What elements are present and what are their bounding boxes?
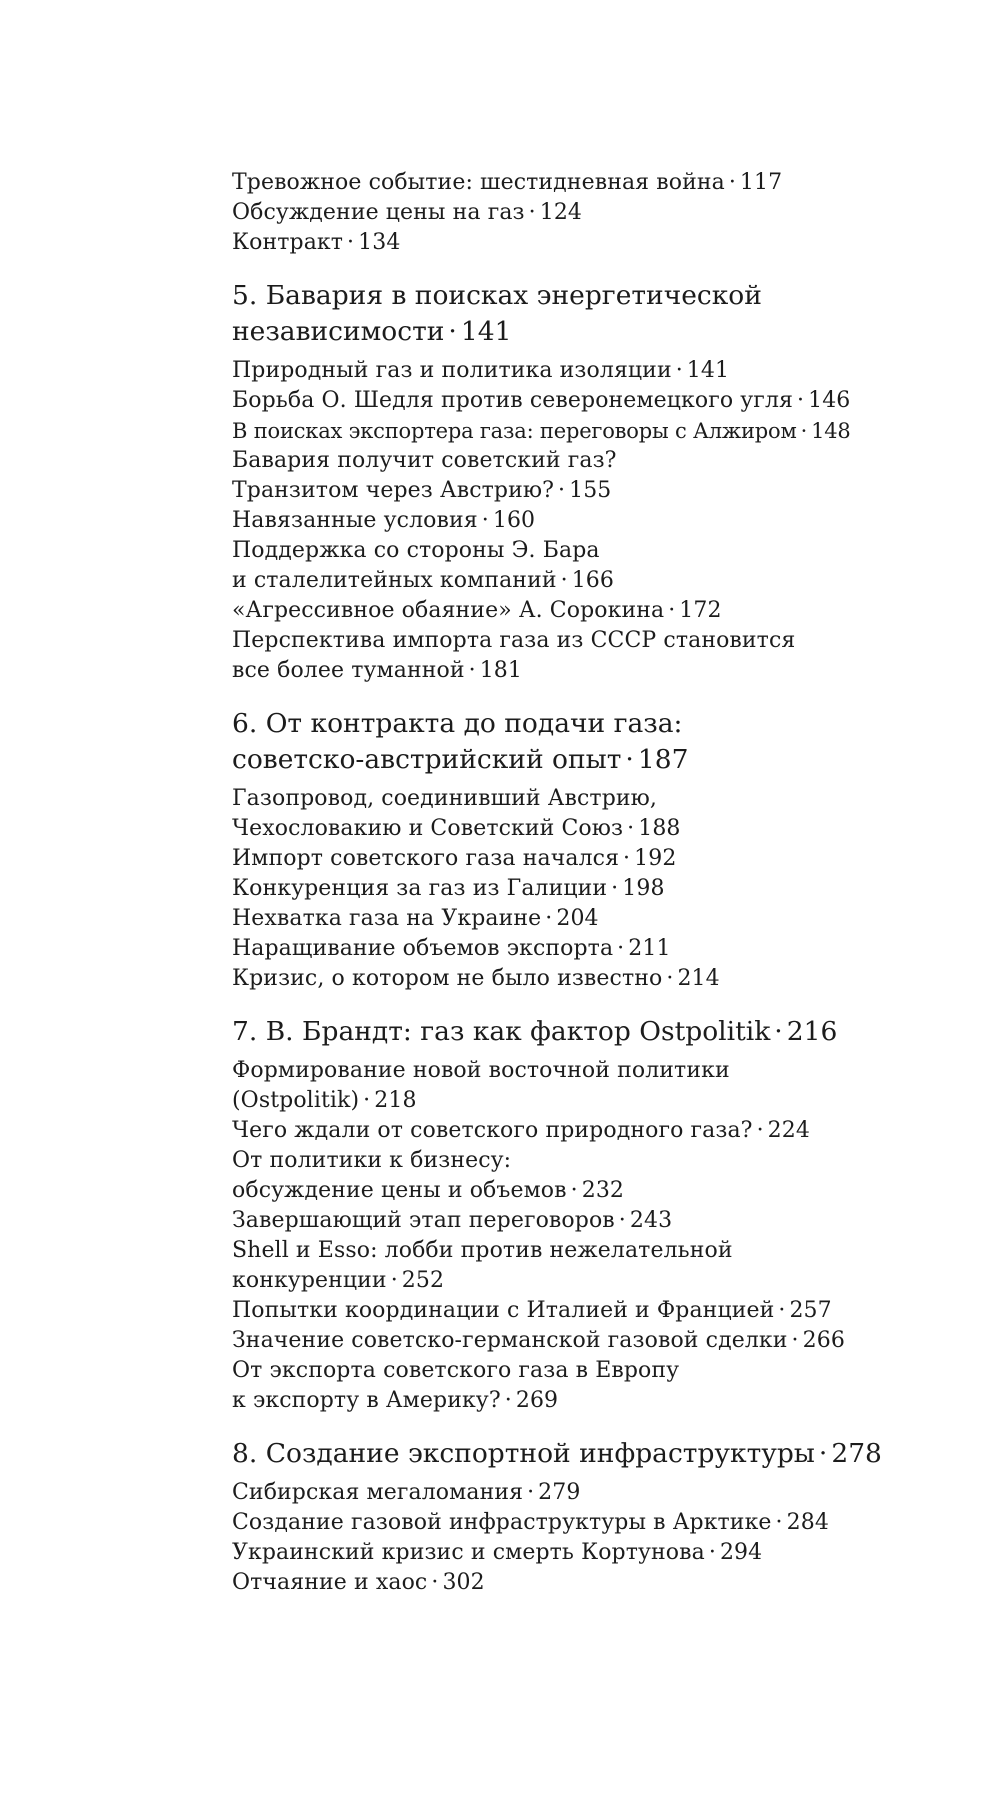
toc-entry-title: Навязанные условия: [232, 508, 478, 533]
chapter-title-line: 7. В. Брандт: газ как фактор Ostpolitik: [232, 1016, 771, 1047]
toc-entry[interactable]: [232, 784, 972, 844]
toc-entry-title: Чего ждали от советского природного газа?: [232, 1118, 753, 1143]
toc-page-number: 148: [811, 419, 851, 443]
toc-entry-title: и сталелитейных компаний: [232, 568, 557, 593]
toc-page-number: 181: [479, 658, 522, 683]
toc-entry-title: Сибирская мегаломания: [232, 1480, 524, 1505]
chapter-page-number: 187: [637, 744, 689, 775]
toc-separator: ·: [558, 478, 566, 503]
toc-entry-title: От экспорта советского газа в Европу: [232, 1358, 680, 1383]
chapter-5-heading[interactable]: [232, 278, 972, 350]
toc-page-number: 232: [581, 1178, 625, 1203]
toc-entry-title: Попытки координации с Италией и Францией: [232, 1298, 775, 1323]
toc-entry-title: Нехватка газа на Украине: [232, 906, 542, 931]
toc-separator: ·: [527, 1480, 535, 1505]
toc-separator: ·: [791, 1328, 799, 1353]
toc-entry[interactable]: [232, 386, 972, 416]
toc-separator: ·: [570, 1178, 578, 1203]
toc-separator: ·: [797, 388, 805, 413]
toc-entry-title: Shell и Esso: лобби против нежелательной: [232, 1238, 733, 1263]
chapter-title-line: 5. Бавария в поисках энергетической: [232, 280, 762, 311]
toc-page-number: 211: [628, 936, 671, 961]
chapter-title-line: 8. Создание экспортной инфраструктуры: [232, 1438, 815, 1469]
toc-page-number: 279: [538, 1480, 581, 1505]
toc-entry[interactable]: [232, 228, 972, 258]
toc-entry[interactable]: [232, 1056, 972, 1116]
toc-separator: ·: [675, 358, 683, 383]
toc-entry[interactable]: [232, 446, 972, 506]
toc-entry-title: Импорт советского газа начался: [232, 846, 620, 871]
chapter-title-line: 6. От контракта до подачи газа:: [232, 708, 683, 739]
toc-entry[interactable]: [232, 416, 972, 446]
chapter-6-heading[interactable]: [232, 706, 972, 778]
toc-entry-title: конкуренции: [232, 1268, 387, 1293]
toc-separator: ·: [545, 906, 553, 931]
toc-page-number: 117: [739, 170, 783, 195]
toc-entry[interactable]: [232, 1326, 972, 1356]
toc-separator: ·: [625, 744, 634, 775]
toc-entry-title: Чехословакию и Советский Союз: [232, 816, 624, 841]
toc-entry[interactable]: [232, 1478, 972, 1508]
toc-page-number: 252: [401, 1268, 445, 1293]
chapter-page-number: 216: [786, 1016, 838, 1047]
toc-page-number: 172: [679, 598, 722, 623]
toc-separator: ·: [481, 508, 489, 533]
toc-separator: ·: [756, 1118, 764, 1143]
toc-entry[interactable]: [232, 874, 972, 904]
toc-page-number: 224: [767, 1118, 810, 1143]
toc-separator: ·: [560, 568, 568, 593]
toc-separator: ·: [708, 1540, 716, 1565]
toc-separator: ·: [448, 316, 457, 347]
toc-separator: ·: [611, 876, 619, 901]
table-of-contents: [232, 168, 972, 1598]
toc-entry-title: Обсуждение цены на газ: [232, 200, 525, 225]
toc-page-number: 141: [686, 358, 730, 383]
toc-entry[interactable]: [232, 1538, 972, 1568]
toc-entry[interactable]: [232, 356, 972, 386]
toc-separator: ·: [617, 936, 625, 961]
toc-page-number: 198: [622, 876, 665, 901]
toc-entry-title: Отчаяние и хаос: [232, 1570, 428, 1595]
toc-entry[interactable]: [232, 626, 972, 686]
toc-page-number: 214: [677, 966, 720, 991]
toc-page-number: 266: [802, 1328, 845, 1353]
toc-entry-title: Значение советско-германской газовой сделки: [232, 1328, 788, 1353]
toc-entry-title: все более туманной: [232, 658, 465, 683]
toc-separator: ·: [431, 1570, 439, 1595]
toc-entry[interactable]: [232, 596, 972, 626]
toc-page-number: 166: [571, 568, 614, 593]
toc-entry-title: «Агрессивное обаяние» А. Сорокина: [232, 598, 665, 623]
toc-page-number: 204: [556, 906, 599, 931]
toc-entry-title: Газопровод, соединивший Австрию,: [232, 786, 657, 811]
toc-entry-title: Завершающий этап переговоров: [232, 1208, 615, 1233]
toc-separator: ·: [800, 419, 808, 443]
toc-entry[interactable]: [232, 168, 972, 198]
toc-page-number: 243: [629, 1208, 673, 1233]
toc-entry-title: Кризис, о котором не было известно: [232, 966, 663, 991]
toc-separator: ·: [668, 598, 676, 623]
toc-entry-title: Конкуренция за газ из Галиции: [232, 876, 608, 901]
chapter-7-heading[interactable]: [232, 1014, 972, 1050]
toc-page-number: 218: [374, 1088, 417, 1113]
toc-entry-title: Тревожное событие: шестидневная война: [232, 170, 725, 195]
toc-page-number: 160: [492, 508, 536, 533]
toc-separator: ·: [618, 1208, 626, 1233]
toc-page-number: 146: [808, 388, 851, 413]
toc-entry[interactable]: [232, 506, 972, 536]
toc-entry[interactable]: [232, 1296, 972, 1326]
toc-entry[interactable]: [232, 1116, 972, 1146]
toc-separator: ·: [774, 1016, 783, 1047]
chapter-page-number: 141: [460, 316, 512, 347]
toc-separator: ·: [623, 846, 631, 871]
toc-entry[interactable]: [232, 1146, 972, 1206]
toc-separator: ·: [666, 966, 674, 991]
toc-entry-title: Создание газовой инфраструктуры в Арктике: [232, 1510, 772, 1535]
toc-page-number: 155: [569, 478, 612, 503]
toc-entry-title: Природный газ и политика изоляции: [232, 358, 672, 383]
toc-separator: ·: [778, 1298, 786, 1323]
toc-separator: ·: [818, 1438, 828, 1469]
toc-entry-title: Контракт: [232, 230, 344, 255]
toc-separator: ·: [528, 200, 536, 225]
toc-entry[interactable]: [232, 844, 972, 874]
toc-entry-title: Поддержка со стороны Э. Бара: [232, 538, 600, 563]
toc-entry-title: Борьба О. Шедля против северонемецкого угля: [232, 388, 793, 413]
toc-entry-title: Наращивание объемов экспорта: [232, 936, 614, 961]
toc-entry[interactable]: [232, 904, 972, 934]
toc-page-number: 284: [786, 1510, 829, 1535]
toc-separator: ·: [627, 816, 635, 841]
chapter-title-line: советско-австрийский опыт: [232, 744, 622, 775]
chapter-title-line: независимости: [232, 316, 445, 347]
toc-entry[interactable]: [232, 1236, 972, 1296]
toc-separator: ·: [390, 1268, 398, 1293]
toc-separator: ·: [468, 658, 476, 683]
toc-entry[interactable]: [232, 536, 972, 596]
toc-entry-title: От политики к бизнесу:: [232, 1148, 512, 1173]
toc-separator: ·: [728, 170, 736, 195]
toc-entry-title: Формирование новой восточной политики: [232, 1058, 730, 1083]
chapter-8-heading[interactable]: [232, 1436, 972, 1472]
toc-entry[interactable]: [232, 964, 972, 994]
toc-page-number: 269: [515, 1388, 559, 1413]
toc-entry[interactable]: [232, 1356, 972, 1416]
toc-entry-title: (Ostpolitik): [232, 1088, 360, 1113]
toc-entry[interactable]: [232, 1508, 972, 1538]
toc-separator: ·: [504, 1388, 512, 1413]
toc-page-number: 294: [719, 1540, 763, 1565]
toc-separator: ·: [775, 1510, 783, 1535]
toc-entry-title: к экспорту в Америку?: [232, 1388, 501, 1413]
toc-separator: ·: [347, 230, 355, 255]
toc-entry-title: Бавария получит советский газ?: [232, 448, 617, 473]
toc-entry[interactable]: [232, 934, 972, 964]
chapter-page-number: 278: [831, 1438, 882, 1469]
toc-page-number: 134: [358, 230, 401, 255]
toc-entry-title: Транзитом через Австрию?: [232, 478, 555, 503]
toc-entry[interactable]: [232, 1568, 972, 1598]
toc-page-number: 192: [634, 846, 677, 871]
toc-entry-title: обсуждение цены и объемов: [232, 1178, 567, 1203]
toc-entry-title: Украинский кризис и смерть Кортунова: [232, 1540, 705, 1565]
toc-separator: ·: [363, 1088, 371, 1113]
toc-page-number: 257: [789, 1298, 832, 1323]
toc-page-number: 188: [638, 816, 681, 841]
toc-entry[interactable]: [232, 198, 972, 228]
toc-entry[interactable]: [232, 1206, 972, 1236]
toc-page-number: 302: [442, 1570, 485, 1595]
toc-entry-title: Перспектива импорта газа из СССР становится: [232, 628, 796, 653]
toc-page-number: 124: [539, 200, 583, 225]
toc-entry-title: В поисках экспортера газа: переговоры с Алжиром: [232, 419, 797, 443]
